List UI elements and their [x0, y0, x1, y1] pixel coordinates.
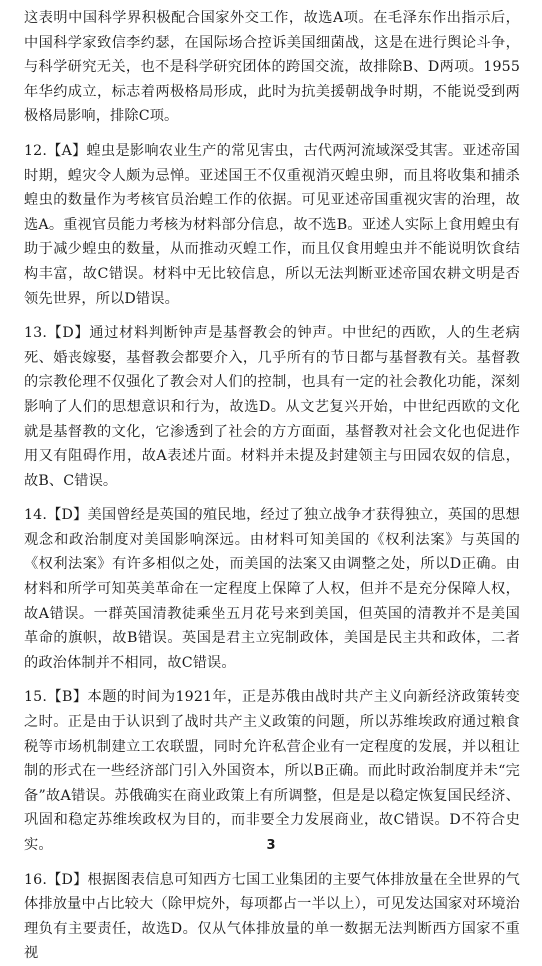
answer-explanations — [24, 6, 520, 966]
paragraph-q13: 13.【D】通过材料判断钟声是基督教会的钟声。中世纪的西欧，人的生老病死、婚丧嫁娶，基督教会都要介入，几乎所有的节日都与基督教有关。基督教的宗教伦理不仅强化了教会对人们的控制，也具有一定的社会教化功能，深刻影响了人们的思想意识和行为，故选D。从文艺复兴开始，中世纪西欧的文化就是基督教的文化，它渗透到了社会的方方面面，基督教对社会文化也促进作用又有阻碍作用，故A表述片面。材料并未提及封建领主与田园农奴的信息，故B、C错误。 — [24, 325, 520, 489]
paragraph-q11-continued: 这表明中国科学界积极配合国家外交工作，故选A项。在毛泽东作出指示后，中国科学家致信李约瑟，在国际场合控诉美国细菌战，这是在进行舆论斗争，与科学研究无关，也不是科学研究团体的跨国交流，故排除B、D两项。1955年华约成立，标志着两极格局形成，此时为抗美援朝战争时期，不能说受到两极格局影响，排除C项。 — [24, 10, 520, 125]
paragraph-q16: 16.【D】根据图表信息可知西方七国工业集团的主要气体排放量在全世界的气体排放量中占比较大（除甲烷外，每项都占一半以上），可见发达国家对环境治理负有主要责任，故选D。仅从气体排放量的单一数据无法判断西方国家不重视 — [24, 871, 520, 962]
paragraph-q14: 14.【D】美国曾经是英国的殖民地，经过了独立战争才获得独立，英国的思想观念和政治制度对美国影响深远。由材料可知美国的《权利法案》与英国的《权利法案》有许多相似之处，而美国的法案又由调整之处，所以D正确。由材料和所学可知英美革命在一定程度上保障了人权，但并不是充分保障人权，故A错误。一群英国清教徒乘坐五月花号来到美国，但英国的清教并不是美国革命的旗帜，故B错误。英国是君主立宪制政体，美国是民主共和政体，二者的政治体制并不相同，故C错误。 — [24, 507, 520, 671]
paragraph-q15: 15.【B】本题的时间为1921年，正是苏俄由战时共产主义向新经济政策转变之时。正是由于认识到了战时共产主义政策的问题，所以苏维埃政府通过粮食税等市场机制建立工农联盟，同时允许私营企业有一定程度的发展，并以租让制的形式在一些经济部门引入外国资本，所以B正确。而此时政治制度并未“完备”故A错误。苏俄确实在商业政策上有所调整，但是是以稳定恢复国民经济、巩固和稳定苏维埃政权为目的，而非要全力发展商业，故C错误。D不符合史实。 — [24, 689, 520, 853]
page-number: 3 — [266, 838, 276, 853]
paragraph-q12: 12.【A】蝗虫是影响农业生产的常见害虫，古代两河流域深受其害。亚述帝国时期，蝗灾令人颇为忌惮。亚述国王不仅重视消灭蝗虫卵，而且将收集和捕杀蝗虫的数量作为考核官员治蝗工作的依据。可见亚述帝国重视灾害的治理，故选A。重视官员能力考核为材料部分信息，故不选B。亚述人实际上食用蝗虫有助于减少蝗虫的数量，从而推动灭蝗工作，而且仅食用蝗虫并不能说明饮食结构丰富，故C错误。材料中无比较信息，所以无法判断亚述帝国农耕文明是否领先世界，所以D错误。 — [24, 142, 520, 307]
